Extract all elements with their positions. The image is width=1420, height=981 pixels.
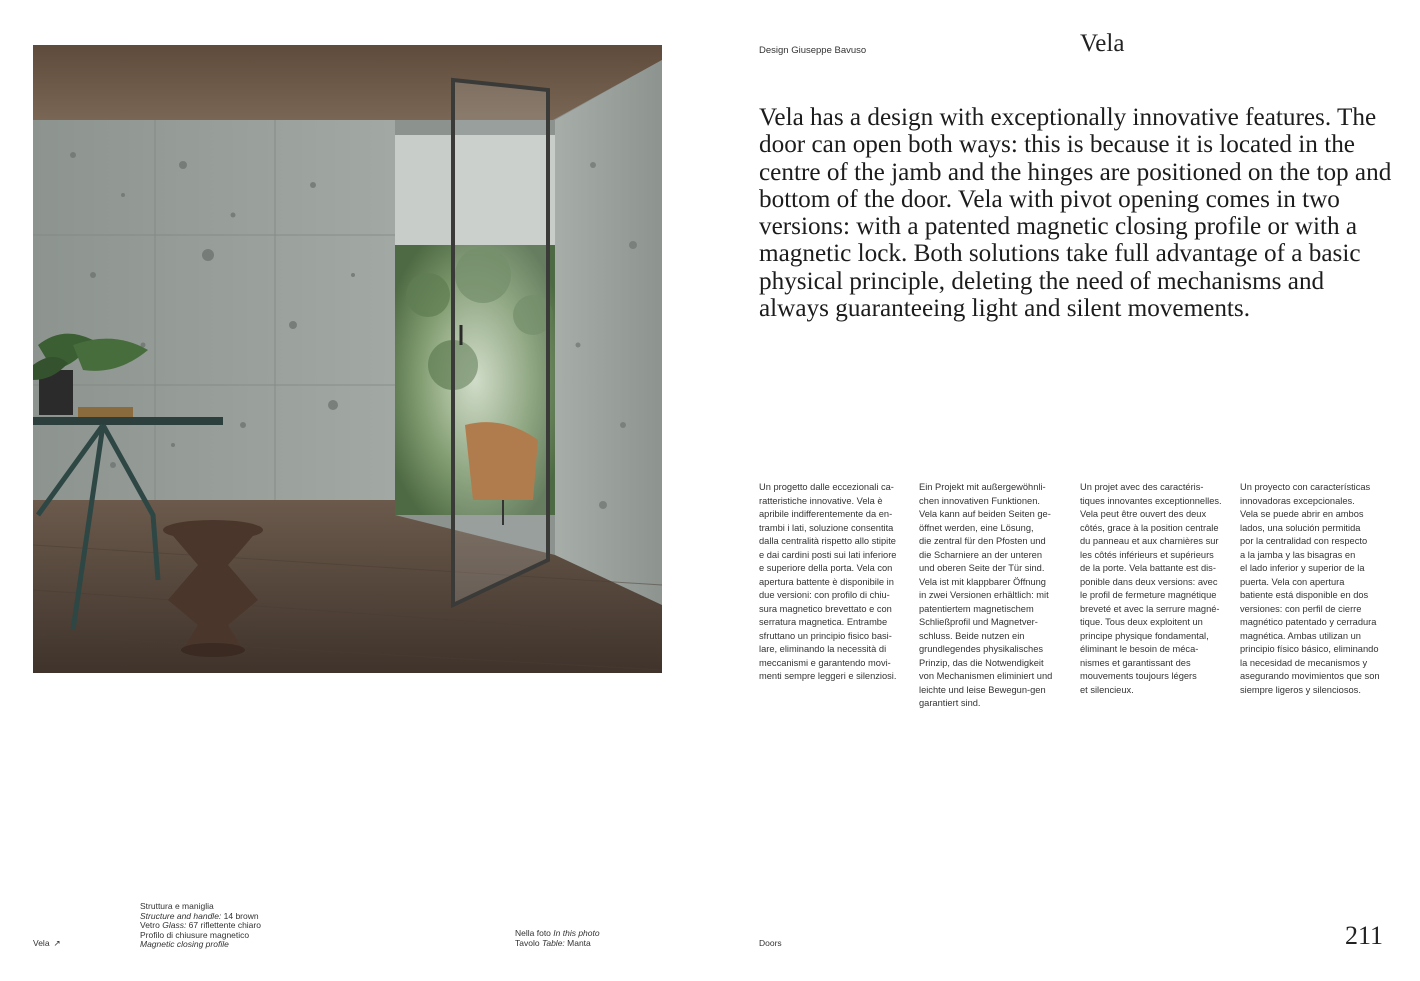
- product-title: Vela: [1080, 30, 1125, 57]
- column-french: Un projet avec des caractéris- tiques innovantes exceptionnelles. Vela peut être ouvert des deux côtés, grace à la position centrale du panneau et aux charnières sur les côtés inférieurs et supérieurs de la porte. Vela battante est dis- ponible dans deux versions: avec le profil de fermeture magnétique breveté et avec la serrure magné- tique. Tous deux exploitent un principe physique fondamental, éliminant le besoin de méca- nismes et garantissant des mouvements toujours légers et silencieux.: [1080, 482, 1222, 695]
- column-german: Ein Projekt mit außergewöhnli- chen innovativen Funktionen. Vela kann auf beiden Seiten ge- öffnet werden, eine Lösung, die zentral für den Pfosten und die Scharniere an der unteren und oberen Seite der Tür sind. Vela ist mit klappbarer Öffnung in zwei Versionen erhältlich: mit patentiertem magnetischem Schließprofil und Magnetver- schluss. Beide nutzen ein grundlegendes physikalisches Prinzip, das die Notwendigkeit von Mechanismen eliminiert und leichte und leise Bewegun-gen garantiert sind.: [919, 482, 1053, 708]
- spec-profile-label: Profilo di chiusure magnetico: [140, 929, 250, 940]
- arrow-up-right-icon: ↗: [53, 938, 61, 948]
- column-spanish: Un proyecto con características innovadoras excepcionales. Vela se puede abrir en ambos lados, una solución permitida por la centralidad con respecto a la jamba y las bisagras en el lado inferior y superior de la puerta. Vela con apertura batiente está disponible en dos versiones: con perfil de cierre magnético patentado y cerradura magnética. Ambas utilizan un principio físico básico, eliminando la necesidad de mecanismos y asegurando movimientos que son siempre ligeros y silenciosos.: [1240, 482, 1380, 695]
- column-italian: Un progetto dalle eccezionali ca- ratteristiche innovative. Vela è apribile indifferentemente da en- trambi i lati, soluzione consentita dalla centralità rispetto allo stipite e dai cardini posti sui lati inferiore e superiore della porta. Vela con apertura battente è disponibile in due versioni: con profilo di chiu- sura magnetico brevettato e con serratura magnetica. Entrambe sfruttano un principio fisico basi- lare, eliminando la necessità di meccanismi e garantendo movi- menti sempre leggeri e silenziosi.: [759, 482, 897, 681]
- right-stone-wall: [555, 60, 662, 605]
- spec-structure-value: Structure and handle: 14 brown: [140, 910, 259, 921]
- section-label: Doors: [759, 938, 782, 948]
- spec-profile-translation: Magnetic closing profile: [140, 939, 229, 950]
- design-credit: Design Giuseppe Bavuso: [759, 45, 867, 56]
- wood-ceiling: [33, 45, 662, 120]
- footer-product-label: Vela: [33, 938, 50, 948]
- spec-glass: Vetro Glass: 67 riflettente chiaro: [140, 920, 261, 931]
- page-number: 211: [1345, 921, 1384, 950]
- glass-pivot-door: [453, 80, 548, 605]
- photo-note: [515, 929, 600, 948]
- lead-paragraph: Vela has a design with exceptionally innovative features. The door can open both ways: this is because it is located in the centre of the jamb and the hinges are positioned on the top and bottom of the door. Vela with pivot opening comes in two versions: with a patented magnetic closing profile or with a magnetic lock. Both solutions take full advantage of a basic physical principle, deleting the need of mechanisms and always guaranteeing light and silent movements.: [759, 104, 1392, 323]
- spec-structure-label: Struttura e maniglia: [140, 901, 214, 911]
- photo-note-table: Tavolo Table: Manta: [515, 937, 591, 948]
- interior-photo: [33, 45, 662, 673]
- photo-note-heading: Nella foto In this photo: [515, 928, 600, 938]
- interior-photo-illustration: [33, 45, 662, 673]
- footer-product-link[interactable]: [33, 938, 61, 949]
- spec-list: [140, 902, 261, 950]
